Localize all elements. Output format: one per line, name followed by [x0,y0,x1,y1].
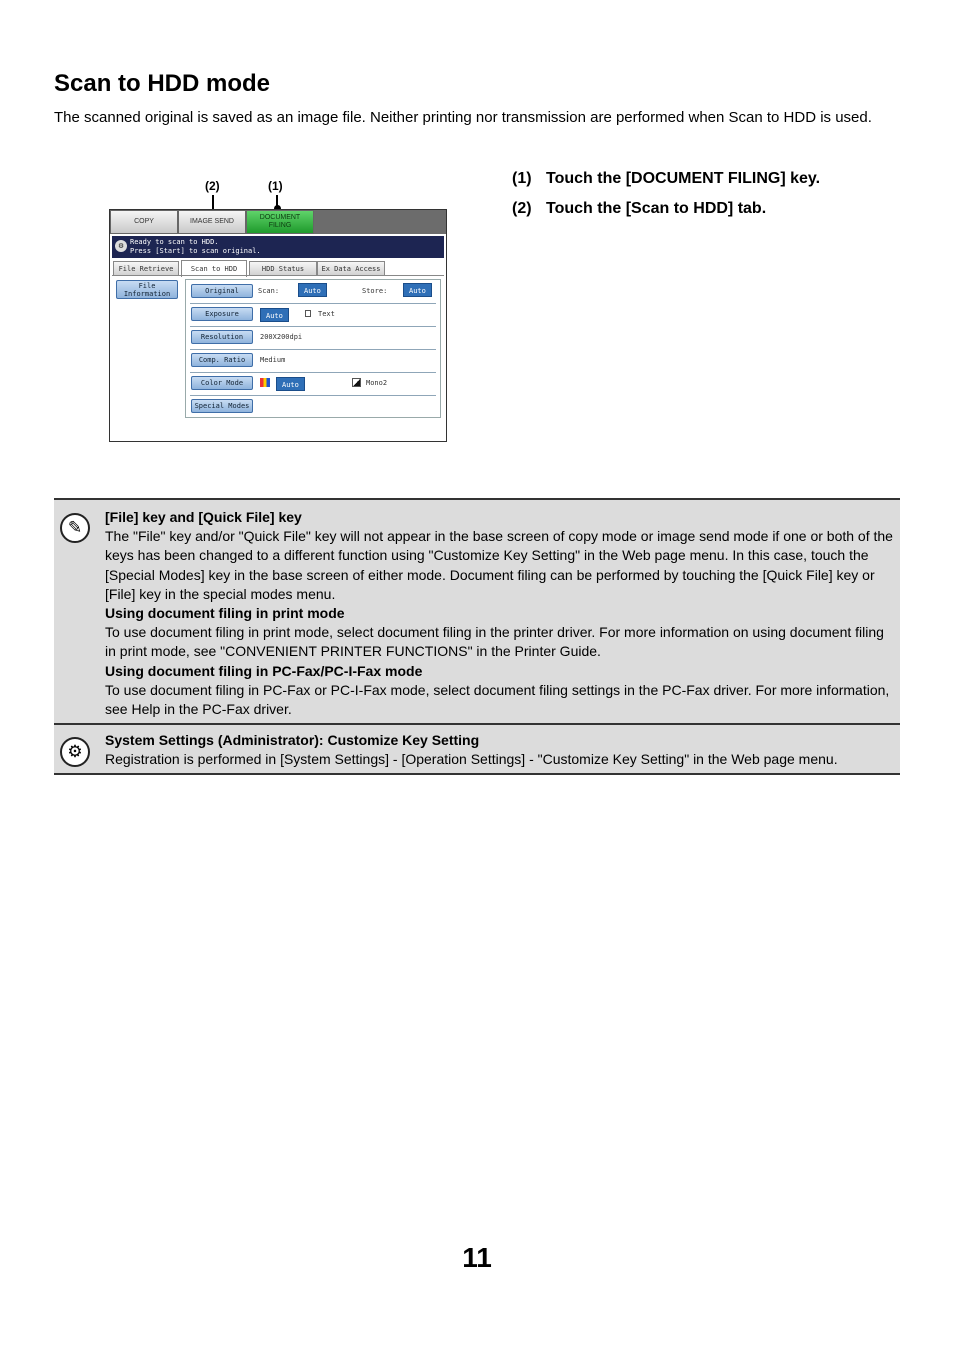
special-modes-button[interactable]: Special Modes [191,399,253,413]
resolution-button[interactable]: Resolution [191,330,253,344]
resolution-value: 200X200dpi [260,333,303,341]
tab-hdd-status[interactable]: HDD Status [249,261,317,276]
image-send-mode-key[interactable]: IMAGE SEND [178,210,246,234]
status-line-1: Ready to scan to HDD. [130,238,219,246]
full-color-icon [260,378,270,387]
text-original-icon [305,310,311,317]
page-title: Scan to HDD mode [54,70,271,97]
exposure-button[interactable]: Exposure [191,307,253,321]
color-mode-value: Auto [276,377,305,391]
note-1-heading-2: Using document filing in print mode [105,605,345,622]
page-number: 11 [462,1242,492,1273]
gear-settings-icon: ⚙ [60,737,90,767]
callout-label-1: (1) [268,179,283,193]
store-label: Store: [362,287,388,295]
special-modes-row [190,395,436,418]
intro-paragraph: The scanned original is saved as an image file. Neither printing nor transmission are performed when Scan to HDD is used. [54,109,872,126]
note-1-body-3: To use document filing in PC-Fax or PC-I-Fax mode, select document filing settings in the PC-Fax driver. For more information, see Help in the PC-Fax driver. [105,681,890,718]
step-2-number: (2) [512,200,532,217]
color-mode-button[interactable]: Color Mode [191,376,253,390]
scanner-icon: ⚙ [115,240,127,252]
step-1-number: (1) [512,170,532,187]
mono-label: Mono2 [366,379,388,387]
scan-settings-panel [185,279,441,418]
scan-size-value: Auto [298,283,327,297]
tab-ex-data-access[interactable]: Ex Data Access [317,261,385,276]
scan-label: Scan: [258,287,280,295]
step-1-text: Touch the [DOCUMENT FILING] key. [546,170,821,187]
exposure-value: Auto [260,308,289,322]
copy-mode-key[interactable]: COPY [110,210,178,234]
step-2 [512,200,766,218]
exposure-mode-text: Text [318,310,335,318]
note-2-body: Registration is performed in [System Settings] - [Operation Settings] - "Customize Key Setting" in the Web page menu. [105,751,838,768]
mode-bar-filler [314,210,446,234]
note-1-body-2: To use document filing in print mode, select document filing in the printer driver. For more information on using document filing in print mode, see "CONVENIENT PRINTER FUNCTIONS" in the Printer Guide. [105,624,884,660]
step-2-text: Touch the [Scan to HDD] tab. [546,200,767,217]
step-1 [512,170,820,188]
document-filing-mode-key[interactable]: DOCUMENT FILING [246,210,314,234]
note-1-heading-3: Using document filing in PC-Fax/PC-I-Fax mode [105,662,423,679]
note-2-heading: System Settings (Administrator): Customize Key Setting [105,732,480,748]
status-message-bar [112,236,444,258]
file-information-button[interactable]: File Information [116,280,178,299]
pencil-note-icon: ✎ [60,513,90,543]
touch-panel-screenshot [109,209,447,442]
note-1-text [105,508,895,719]
note-1-body-1: The "File" key and/or "Quick File" key will not appear in the base screen of copy mode or image send mode if one or both of the keys has been changed to a different function using "Customize Key Setting" in the Web page menu. In this case, touch the [Special Modes] key in the base screen of either mode. Document filing can be performed by touching the [Quick File] key or [File] key in the special modes menu. [105,528,893,602]
note-box-file-keys [54,498,900,724]
color-mode-row [190,372,436,396]
original-row [190,280,436,304]
original-button[interactable]: Original [191,284,253,298]
note-box-system-settings [54,723,900,775]
compression-row [190,349,436,373]
comp-ratio-button[interactable]: Comp. Ratio [191,353,253,367]
note-1-heading-1: [File] key and [Quick File] key [105,509,302,525]
tab-scan-to-hdd[interactable]: Scan to HDD [181,260,247,277]
mono-icon [352,378,361,387]
note-2-text [105,731,895,769]
exposure-row [190,303,436,327]
callout-label-2: (2) [205,179,220,193]
comp-ratio-value: Medium [260,356,286,364]
tab-file-retrieve[interactable]: File Retrieve [113,261,179,276]
resolution-row [190,326,436,350]
tab-strip-divider [112,275,444,276]
status-line-2: Press [Start] to scan original. [130,247,261,255]
store-size-value: Auto [403,283,432,297]
